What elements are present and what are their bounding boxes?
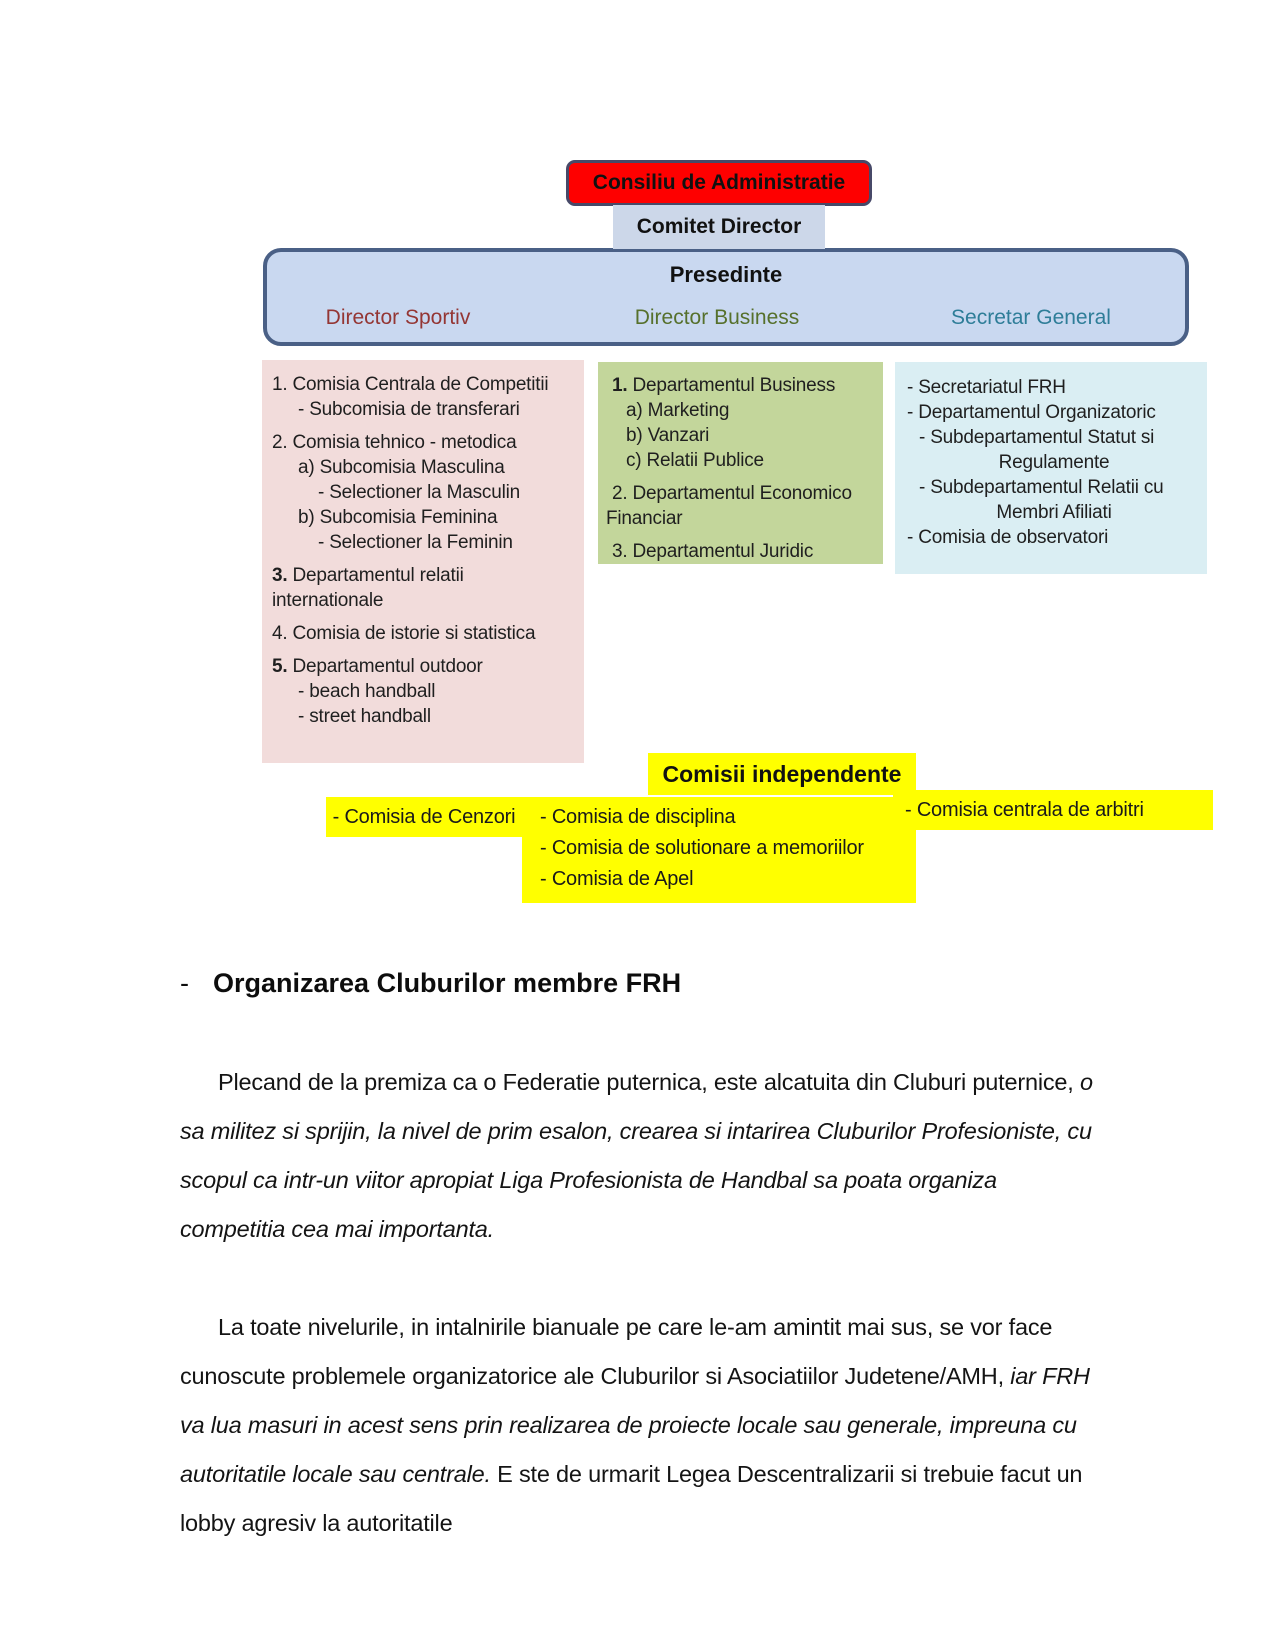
org-box-secretar-general-departments [895,362,1207,574]
director-sportiv-label: Director Sportiv [325,306,471,329]
org-line: c) Relatii Publice [626,450,764,471]
org-line: Regulamente [998,452,1110,473]
org-line: - Departamentul Organizatoric [907,402,1156,423]
org-line: 3. Departamentul Juridic [612,541,814,562]
org-line: - street handball [298,706,431,727]
org-line: - Subdepartamentul Statut si [919,427,1155,448]
org-box-consiliu-de-administratie: Consiliu de Administratie [566,160,872,206]
paragraph-1-italic: o sa militez si sprijin, la nivel de prim esalon, crearea si intarirea Cluburilor Profesioniste, cu scopul ca intr-un viitor apropiat Liga Profesionista de Handbal sa poata organiza competitia cea mai importanta. [180,1069,1093,1242]
comisia-arbitri-highlight: - Comisia centrala de arbitri [893,790,1213,830]
paragraph-2 [180,1303,1105,1548]
secretar-general-label: Secretar General [951,306,1111,329]
paragraph-1-normal: Plecand de la premiza ca o Federatie puternica, este alcatuita din Cluburi puternice, [218,1069,1080,1095]
org-line: - Comisia de Apel [540,868,694,890]
presedinte-title: Presedinte [669,262,783,287]
org-line: - Comisia de disciplina [540,806,736,828]
paragraph-2-italic: iar FRH va lua masuri in acest sens prin realizarea de proiecte locale sau generale, impreuna cu autoritatile locale sau centrale. [180,1363,1090,1487]
org-box-director-business-departments [598,362,883,564]
comisii-middle-highlight [522,797,916,903]
heading-text: Organizarea Cluburilor membre FRH [213,968,682,998]
org-line: b) Subcomisia Feminina [298,507,498,528]
paragraph-2-normal: La toate nivelurile, in intalnirile bianuale pe care le-am amintit mai sus, se vor face cunoscute problemele organizatorice ale Cluburilor si Asociatiilor Judetene/AMH, [180,1314,1053,1389]
org-box-director-sportiv-departments [262,360,584,763]
org-line: 3. Departamentul relatii [272,565,464,586]
comisia-cenzori-highlight: - Comisia de Cenzori [326,797,522,837]
org-line: - Subcomisia de transferari [298,399,520,420]
org-line: 1. Comisia Centrala de Competitii [272,374,549,395]
org-box-comitet-director: Comitet Director [613,205,825,249]
org-line: 2. Comisia tehnico - metodica [272,432,517,453]
org-line: a) Marketing [626,400,730,421]
org-line: - Comisia de observatori [907,527,1109,548]
org-line: - Secretariatul FRH [907,377,1066,398]
org-line: - Selectioner la Feminin [318,532,513,553]
org-line: Membri Afiliati [996,502,1112,523]
heading-dash: - [180,968,189,998]
paragraph-1 [180,1058,1105,1254]
org-box-presedinte [263,248,1189,346]
org-line: 4. Comisia de istorie si statistica [272,623,536,644]
org-line: 5. Departamentul outdoor [272,656,483,677]
comisii-independente-title: Comisii independente [648,753,916,795]
org-line: b) Vanzari [626,425,710,446]
org-line: - Selectioner la Masculin [318,482,520,503]
section-heading [180,968,681,999]
org-line: - Comisia de solutionare a memoriilor [540,837,864,859]
director-business-label: Director Business [634,306,800,329]
org-line: Financiar [606,508,683,529]
org-line: - Subdepartamentul Relatii cu [919,477,1164,498]
org-line: internationale [272,590,384,611]
org-line: 1. Departamentul Business [612,375,836,396]
org-line: - beach handball [298,681,436,702]
paragraph-2-tail: E ste de urmarit Legea Descentralizarii si trebuie facut un lobby agresiv la autoritatile [180,1461,1083,1536]
org-line: 2. Departamentul Economico [612,483,852,504]
org-line: a) Subcomisia Masculina [298,457,505,478]
